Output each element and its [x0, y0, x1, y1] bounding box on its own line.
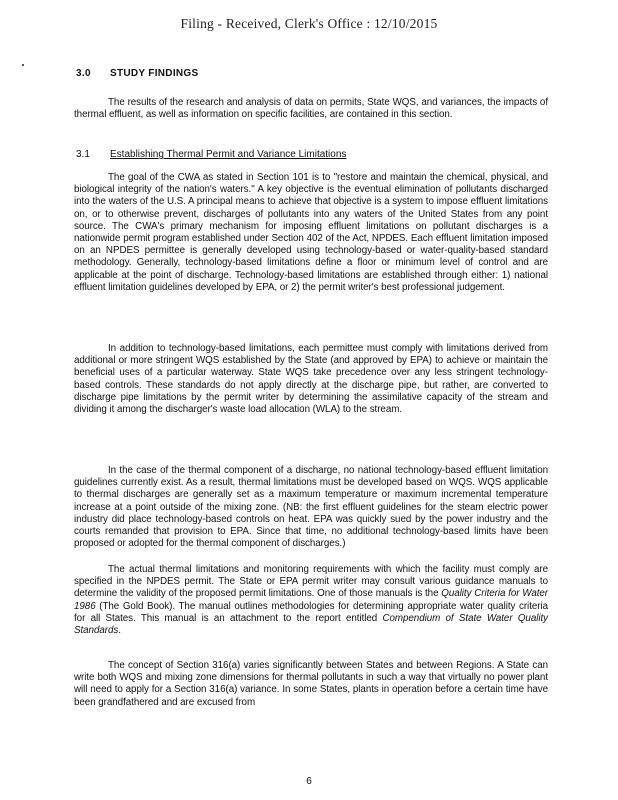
body-paragraph-technology-limits: In addition to technology-based limitations, each permittee must comply with limitations derived from additional or more stringent WQS established by the State (and approved by EPA) to achieve or maintain the beneficial uses of a particular waterway. State WQS take precedence over any less stringent technology-based controls. These standards do not apply directly at the discharge pipe, but rather, are converted to discharge pipe limitations by the permit writer by determining the assimilative capacity of the stream and dividing it among the discharger's waste load allocation (WLA) to the stream. [74, 343, 548, 416]
subsection-heading [76, 149, 346, 160]
body-paragraph-section-316a: The concept of Section 316(a) varies significantly between States and between Regions. A State can write both WQS and mixing zone dimensions for thermal pollutants in such a way that virtually no power plant will need to apply for a Section 316(a) variance. In some States, plants in operation before a certain time have been grandfathered and are excused from [74, 660, 548, 708]
manual-title-gold-book: Quality Criteria for Water 1986 [74, 588, 548, 612]
section-number: 3.0 [76, 68, 91, 79]
manual-text-part-3: . [118, 625, 121, 637]
section-heading [76, 68, 198, 79]
scan-speck [22, 64, 24, 66]
manual-text-part-1: The actual thermal limitations and monitoring requirements with which the facility must comply are specified in the NPDES permit. The State or EPA permit writer may consult various guidance manuals to determine the validity of the proposed permit limitations. One of those manuals is the [74, 564, 548, 600]
body-paragraph-guidance-manuals [74, 564, 548, 637]
subsection-title: Establishing Thermal Permit and Variance Limitations [110, 149, 347, 160]
manual-title-compendium: Compendium of State Water Quality Standards [74, 612, 548, 637]
subsection-number: 3.1 [76, 149, 90, 160]
section-intro-paragraph: The results of the research and analysis of data on permits, State WQS, and variances, the impacts of thermal effluent, as well as information on specific facilities, are contained in this section. [74, 97, 548, 121]
body-paragraph-thermal-component: In the case of the thermal component of a discharge, no national technology-based effluent limitation guidelines currently exist. As a result, thermal limitations must be developed based on WQS. WQS applicable to thermal discharges are generally set as a maximum temperature or maximum incremental temperature increase at a point outside of the mixing zone. (NB: the first effluent guidelines for the steam electric power industry did place technology-based controls on heat. EPA was quickly sued by the power industry and the courts remanded that provision to EPA. Since that time, no additional technology-based limits have been proposed or adopted for the thermal component of discharges.) [74, 465, 548, 550]
filing-stamp: Filing - Received, Clerk's Office : 12/10/2015 [180, 16, 438, 31]
body-paragraph-cwa-goal: The goal of the CWA as stated in Section 101 is to "restore and maintain the chemical, physical, and biological integrity of the nation's waters." A key objective is the eventual elimination of pollutants discharged into the waters of the U.S. A principal means to achieve that objective is a system to impose effluent limitations on, or to otherwise prevent, discharges of pollutants into any waters of the United States from any point source. The CWA's primary mechanism for imposing effluent limitations on pollutant discharges is a nationwide permit program established under Section 402 of the Act, NPDES. Each effluent limitation imposed on an NPDES permittee is generally developed using technology-based or water-quality-based standard methodology. Generally, technology-based limitations define a floor or minimum level of control and are applicable at the point of discharge. Technology-based limitations are established through either: 1) national effluent limitation guidelines developed by EPA, or 2) the permit writer's best professional judgement. [74, 172, 548, 293]
section-title: STUDY FINDINGS [110, 68, 199, 79]
manual-text-part-2: (The Gold Book). The manual outlines methodologies for determining appropriate water quality criteria for all States. This manual is an attachment to the report entitled [74, 600, 548, 624]
page-number: 6 [306, 776, 312, 787]
